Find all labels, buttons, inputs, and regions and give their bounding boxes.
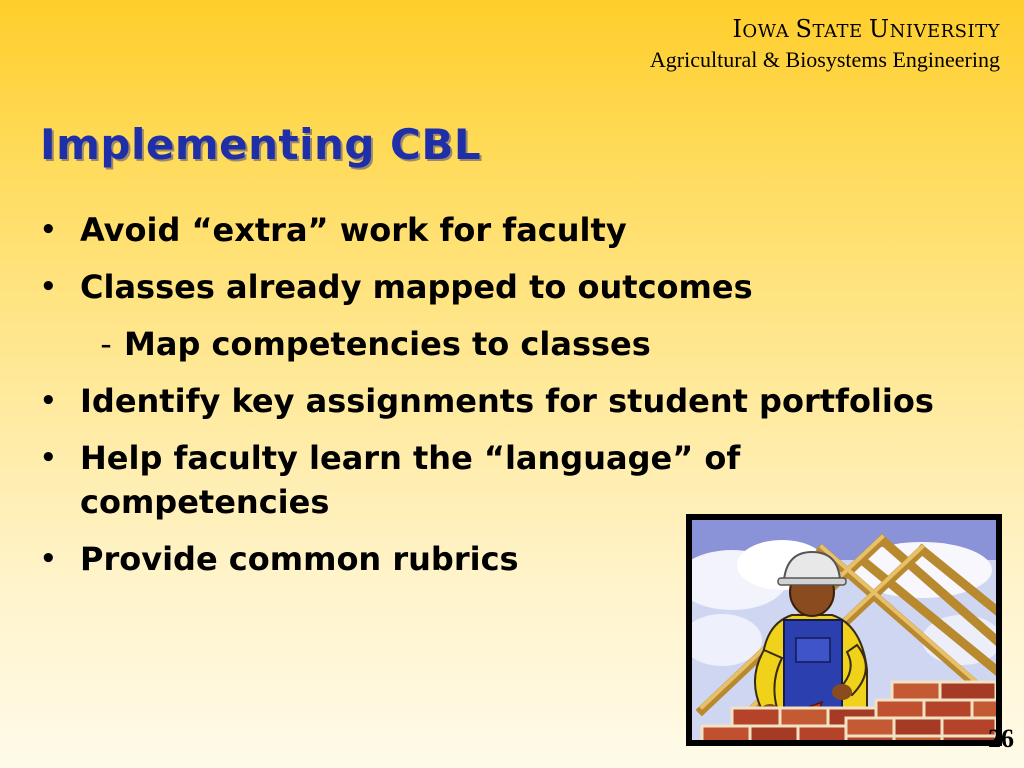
slide-title: Implementing CBL <box>40 120 482 169</box>
bullet-text: Identify key assignments for student portfolios <box>80 382 934 420</box>
university-header <box>650 14 1000 73</box>
bullet-text: Avoid “extra” work for faculty <box>80 211 627 249</box>
university-name: IOWA STATE UNIVERSITY <box>732 15 1000 43</box>
slide-number: 26 <box>988 724 1014 753</box>
bullet-marker: • <box>40 443 57 473</box>
bullet-text: Classes already mapped to outcomes <box>80 268 753 306</box>
bullet-item <box>40 208 980 252</box>
bullet-text: Help faculty learn the “language” of competencies <box>80 439 741 521</box>
bullet-marker: • <box>40 215 57 245</box>
bullet-marker: • <box>40 544 57 574</box>
sub-bullet-item <box>40 322 980 366</box>
bricklayer-illustration <box>692 520 996 740</box>
bullet-item <box>40 436 980 524</box>
bullet-marker: • <box>40 272 57 302</box>
sub-bullet-marker: - <box>100 325 112 363</box>
bullet-marker: • <box>40 386 57 416</box>
bullet-item <box>40 265 980 309</box>
construction-worker-clipart <box>686 514 1002 746</box>
department-name: Agricultural & Biosystems Engineering <box>649 47 1000 72</box>
bullet-item <box>40 379 980 423</box>
bullet-text: Provide common rubrics <box>80 540 519 578</box>
sub-bullet-text: Map competencies to classes <box>124 325 651 363</box>
